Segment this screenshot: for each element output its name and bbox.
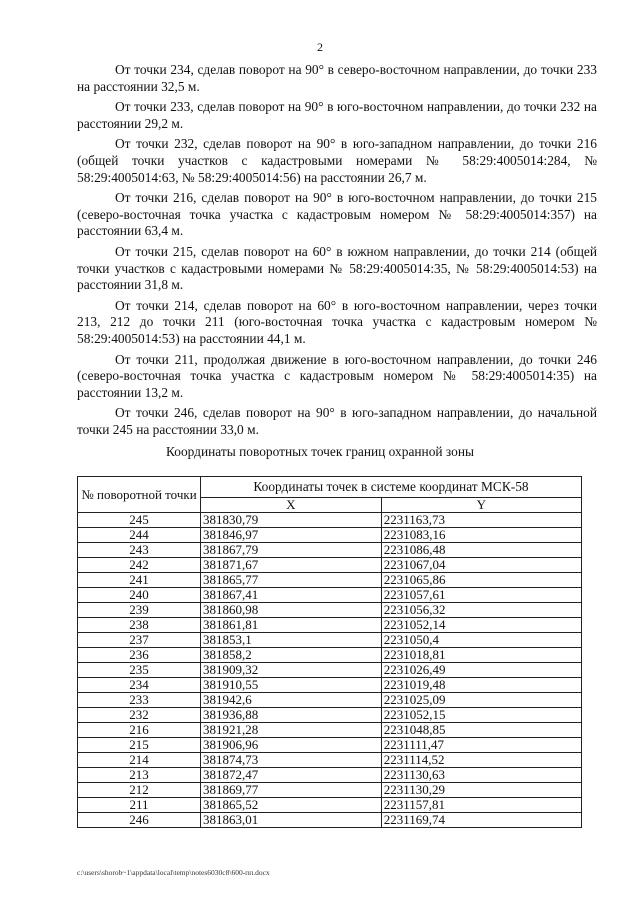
point-number-cell: 239 [78,603,201,618]
point-number-cell: 241 [78,573,201,588]
point-number-cell: 233 [78,693,201,708]
x-coordinate-cell: 381874,73 [201,753,382,768]
x-coordinate-cell: 381860,98 [201,603,382,618]
y-coordinate-cell: 2231169,74 [381,813,581,828]
x-coordinate-cell: 381830,79 [201,513,382,528]
table-row [78,708,582,723]
document-body [77,62,597,442]
x-coordinate-cell: 381865,77 [201,573,382,588]
y-coordinate-cell: 2231052,15 [381,708,581,723]
y-coordinate-cell: 2231130,63 [381,768,581,783]
paragraph: От точки 234, сделав поворот на 90° в северо-восточном направлении, до точки 233 на расстоянии 32,5 м. [77,62,597,94]
table-row [78,543,582,558]
y-coordinate-cell: 2231130,29 [381,783,581,798]
table-row [78,663,582,678]
table-row [78,738,582,753]
y-coordinate-cell: 2231157,81 [381,798,581,813]
y-coordinate-cell: 2231057,61 [381,588,581,603]
x-coordinate-cell: 381871,67 [201,558,382,573]
y-coordinate-cell: 2231067,04 [381,558,581,573]
column-header-number: № поворотной точки [78,477,201,513]
x-coordinate-cell: 381910,55 [201,678,382,693]
point-number-cell: 244 [78,528,201,543]
y-coordinate-cell: 2231018,81 [381,648,581,663]
x-coordinate-cell: 381936,88 [201,708,382,723]
y-coordinate-cell: 2231050,4 [381,633,581,648]
point-number-cell: 211 [78,798,201,813]
point-number-cell: 245 [78,513,201,528]
x-coordinate-cell: 381906,96 [201,738,382,753]
page-number: 2 [317,40,323,54]
table-row [78,573,582,588]
point-number-cell: 240 [78,588,201,603]
y-coordinate-cell: 2231026,49 [381,663,581,678]
x-coordinate-cell: 381861,81 [201,618,382,633]
table-row [78,513,582,528]
column-header-x: X [201,498,382,513]
point-number-cell: 232 [78,708,201,723]
point-number-cell: 243 [78,543,201,558]
table-row [78,798,582,813]
x-coordinate-cell: 381921,28 [201,723,382,738]
x-coordinate-cell: 381846,97 [201,528,382,543]
table-row [78,648,582,663]
x-coordinate-cell: 381909,32 [201,663,382,678]
table-row [78,813,582,828]
x-coordinate-cell: 381865,52 [201,798,382,813]
table-row [78,528,582,543]
point-number-cell: 216 [78,723,201,738]
column-header-system: Координаты точек в системе координат МСК-58 [201,477,582,498]
point-number-cell: 213 [78,768,201,783]
y-coordinate-cell: 2231163,73 [381,513,581,528]
y-coordinate-cell: 2231114,52 [381,753,581,768]
y-coordinate-cell: 2231048,85 [381,723,581,738]
point-number-cell: 236 [78,648,201,663]
paragraph: От точки 211, продолжая движение в юго-восточном направлении, до точки 246 (северо-восточная точка участка с кадастровым номером № 58:29:4005014:35) на расстоянии 13,2 м. [77,351,597,400]
coordinates-table [77,476,582,828]
paragraph: От точки 233, сделав поворот на 90° в юго-восточном направлении, до точки 232 на расстоянии 29,2 м. [77,99,597,131]
table-row [78,783,582,798]
x-coordinate-cell: 381942,6 [201,693,382,708]
paragraph: От точки 216, сделав поворот на 90° в юго-восточном направлении, до точки 215 (северо-восточная точка участка с кадастровым номером № 58:29:4005014:357) на расстоянии 63,4 м. [77,190,597,239]
table-row [78,633,582,648]
table-row [78,723,582,738]
y-coordinate-cell: 2231086,48 [381,543,581,558]
column-header-y: Y [381,498,581,513]
point-number-cell: 212 [78,783,201,798]
x-coordinate-cell: 381853,1 [201,633,382,648]
paragraph: От точки 232, сделав поворот на 90° в юго-западном направлении, до точки 216 (общей точки участков с кадастровыми номерами № 58:29:4005014:284, № 58:29:4005014:63, № 58:29:4005014:56) на расстоянии 26,7 м. [77,136,597,185]
table-row [78,618,582,633]
paragraph: От точки 215, сделав поворот на 60° в южном направлении, до точки 214 (общей точки участков с кадастровыми номерами № 58:29:4005014:35, № 58:29:4005014:53) на расстоянии 31,8 м. [77,243,597,293]
y-coordinate-cell: 2231056,32 [381,603,581,618]
point-number-cell: 238 [78,618,201,633]
x-coordinate-cell: 381867,41 [201,588,382,603]
point-number-cell: 234 [78,678,201,693]
point-number-cell: 235 [78,663,201,678]
table-row [78,588,582,603]
y-coordinate-cell: 2231019,48 [381,678,581,693]
table-row [78,678,582,693]
point-number-cell: 237 [78,633,201,648]
point-number-cell: 242 [78,558,201,573]
table-row [78,768,582,783]
y-coordinate-cell: 2231025,09 [381,693,581,708]
y-coordinate-cell: 2231111,47 [381,738,581,753]
paragraph: От точки 246, сделав поворот на 90° в юго-западном направлении, до начальной точки 245 на расстоянии 33,0 м. [77,405,597,437]
y-coordinate-cell: 2231052,14 [381,618,581,633]
point-number-cell: 214 [78,753,201,768]
table-row [78,753,582,768]
table-row [78,603,582,618]
point-number-cell: 246 [78,813,201,828]
paragraph: От точки 214, сделав поворот на 60° в юго-восточном направлении, через точки 213, 212 до точки 211 (юго-восточная точка участка с кадастровым номером № 58:29:4005014:53) на расстоянии 44,1 м. [77,297,597,346]
y-coordinate-cell: 2231083,16 [381,528,581,543]
table-row [78,693,582,708]
point-number-cell: 215 [78,738,201,753]
x-coordinate-cell: 381867,79 [201,543,382,558]
x-coordinate-cell: 381858,2 [201,648,382,663]
x-coordinate-cell: 381872,47 [201,768,382,783]
table-row [78,558,582,573]
x-coordinate-cell: 381863,01 [201,813,382,828]
y-coordinate-cell: 2231065,86 [381,573,581,588]
table-title: Координаты поворотных точек границ охранной зоны [165,444,474,459]
file-path-footer: c:\users\shorob~1\appdata\local\temp\notes6030c8\600-пп.docx [77,868,270,877]
x-coordinate-cell: 381869,77 [201,783,382,798]
